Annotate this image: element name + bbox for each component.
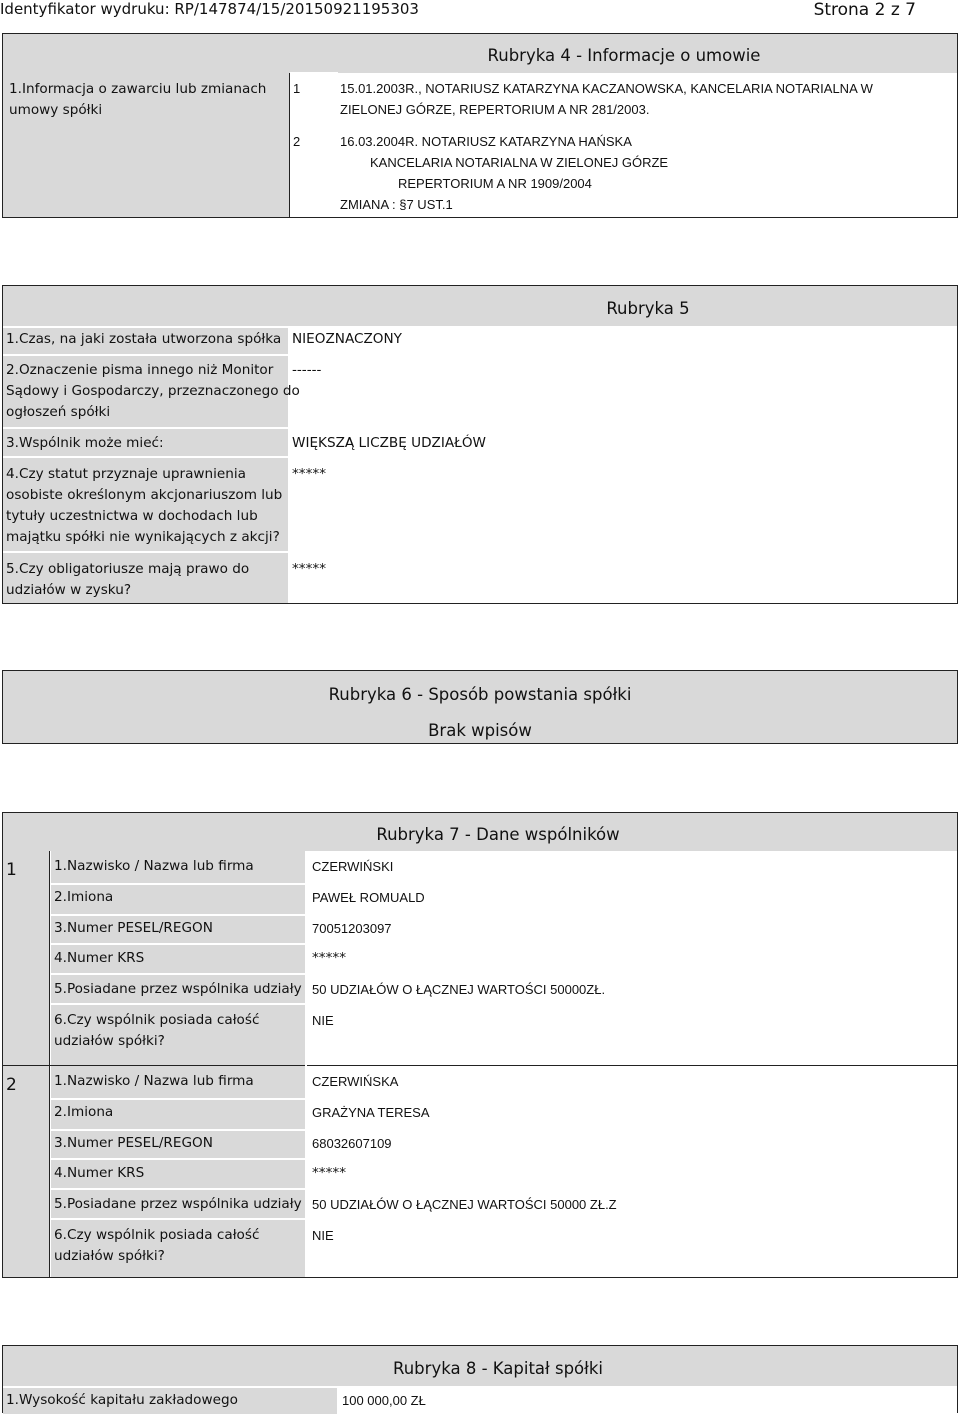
p1-krs-value: ***** [312,950,346,966]
r5-row3-value: WIĘKSZĄ LICZBĘ UDZIAŁÓW [292,435,486,451]
rubryka4-title: Rubryka 4 - Informacje o umowie [487,46,761,65]
umowa-entry-2-num: 2 [293,134,301,149]
page-number: Strona 2 z 7 [813,0,916,20]
p1-first-names-value: PAWEŁ ROMUALD [312,890,425,905]
r5-row5-value: ***** [292,561,326,577]
p1-shares-label: 5.Posiadane przez wspólnika udziały [54,981,302,997]
capital-label: 1.Wysokość kapitału zakładowego [6,1392,238,1408]
r5-row4-label: 4.Czy statut przyznaje uprawnienia osobiste określonym akcjonariuszom lub tytuły uczestnictwa w dochodach lub majątku spółki nie wynikających z akcji? [6,466,283,545]
umowa-entry-1-num: 1 [293,81,301,96]
rubryka6-section [2,670,958,744]
p1-pesel-label: 3.Numer PESEL/REGON [54,920,213,936]
p1-shares-value: 50 UDZIAŁÓW O ŁĄCZNEJ WARTOŚCI 50000ZŁ. [312,982,606,997]
p1-whole-value: NIE [312,1013,334,1028]
p2-first-names-label: 2.Imiona [54,1104,114,1120]
p2-first-names-value: GRAŻYNA TERESA [312,1105,430,1120]
p1-name-value: CZERWIŃSKI [312,859,394,874]
p2-krs-value: ***** [312,1165,346,1181]
p2-pesel-label: 3.Numer PESEL/REGON [54,1135,213,1151]
rubryka7-title: Rubryka 7 - Dane wspólników [376,825,620,844]
p1-whole-label: 6.Czy wspólnik posiada całość udziałów spółki? [54,1012,260,1049]
p2-name-value: CZERWIŃSKA [312,1074,399,1089]
capital-value: 100 000,00 ZŁ [342,1393,426,1408]
p2-krs-label: 4.Numer KRS [54,1165,145,1181]
r5-row3-label: 3.Wspólnik może mieć: [6,435,164,451]
rubryka6-title: Rubryka 6 - Sposób powstania spółki [328,685,632,704]
p2-shares-value: 50 UDZIAŁÓW O ŁĄCZNEJ WARTOŚCI 50000 ZŁ.Z [312,1197,617,1212]
p2-pesel-value: 68032607109 [312,1136,392,1151]
p1-name-label: 1.Nazwisko / Nazwa lub firma [54,858,254,874]
p1-first-names-label: 2.Imiona [54,889,114,905]
r5-row1-value: NIEOZNACZONY [292,331,402,347]
r5-row1-label: 1.Czas, na jaki została utworzona spółka [6,331,282,347]
p1-krs-label: 4.Numer KRS [54,950,145,966]
p2-whole-value: NIE [312,1228,334,1243]
r5-row4-value: ***** [292,466,326,482]
partner-1-number: 1 [6,860,17,880]
partner-2-number: 2 [6,1075,17,1095]
r5-row2-value: ------ [292,362,322,378]
print-identifier: Identyfikator wydruku: RP/147874/15/20150921195303 [0,0,419,18]
r5-row2-label: 2.Oznaczenie pisma innego niż Monitor Sądowy i Gospodarczy, przeznaczonego do ogłoszeń spółki [6,362,300,420]
r5-row5-label: 5.Czy obligatoriusze mają prawo do udziałów w zysku? [6,561,250,598]
umowa-entry-1: 15.01.2003R., NOTARIUSZ KATARZYNA KACZANOWSKA, KANCELARIA NOTARIALNA W ZIELONEJ GÓRZE, REPERTORIUM A NR 281/2003. [340,81,873,117]
rubryka4-label: 1.Informacja o zawarciu lub zmianach umowy spółki [9,81,267,118]
rubryka6-empty: Brak wpisów [428,721,532,740]
rubryka8-title: Rubryka 8 - Kapitał spółki [393,1359,603,1378]
p2-shares-label: 5.Posiadane przez wspólnika udziały [54,1196,302,1212]
p1-pesel-value: 70051203097 [312,921,392,936]
p2-name-label: 1.Nazwisko / Nazwa lub firma [54,1073,254,1089]
p2-whole-label: 6.Czy wspólnik posiada całość udziałów spółki? [54,1227,260,1264]
umowa-entry-2: 16.03.2004R. NOTARIUSZ KATARZYNA HAŃSKA KANCELARIA NOTARIALNA W ZIELONEJ GÓRZE REPERTORIUM A NR 1909/2004 ZMIANA : §7 UST.1 [340,134,669,212]
rubryka5-title: Rubryka 5 [606,299,690,318]
